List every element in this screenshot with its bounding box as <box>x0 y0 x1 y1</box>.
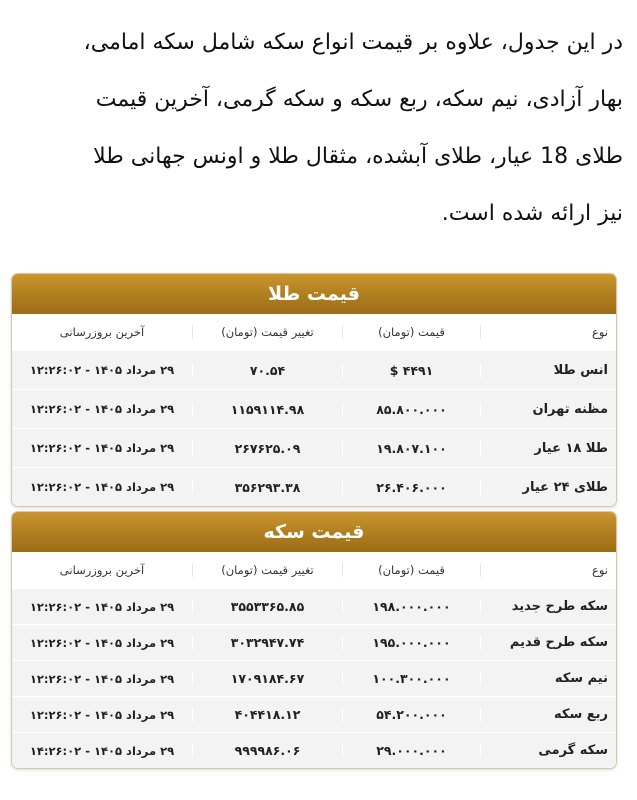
header-updated: آخرین بروزرسانی <box>12 563 193 577</box>
row-change: ۴۰۴۴۱۸.۱۲ <box>193 707 343 722</box>
table-header-row <box>12 552 616 589</box>
table-row <box>12 429 616 468</box>
row-price: ۱۹۵.۰۰۰.۰۰۰ <box>343 635 481 650</box>
row-change: ۳۵۶۲۹۳.۳۸ <box>193 480 343 495</box>
table-row <box>12 625 616 661</box>
row-name: طلای ۲۴ عیار <box>522 479 608 495</box>
row-name: سکه طرح جدید <box>511 599 608 614</box>
header-change: تغییر قیمت (تومان) <box>193 563 343 577</box>
row-name: طلا ۱۸ عیار <box>534 440 608 456</box>
row-change: ۱۱۵۹۱۱۴.۹۸ <box>193 402 343 417</box>
row-price: ۴۴۹۱ $ <box>343 363 481 378</box>
header-name: نوع <box>591 325 608 339</box>
row-price: ۵۴.۲۰۰.۰۰۰ <box>343 707 481 722</box>
table-row <box>12 661 616 697</box>
header-name: نوع <box>591 563 608 577</box>
row-price: ۲۹.۰۰۰.۰۰۰ <box>343 743 481 758</box>
row-updated: ۲۹ مرداد ۱۴۰۵ - ۱۲:۲۶:۰۲ <box>12 441 193 455</box>
row-change: ۳۵۵۳۳۶۵.۸۵ <box>193 599 343 614</box>
row-price: ۸۵.۸۰۰.۰۰۰ <box>343 402 481 417</box>
row-price: ۱۰۰.۳۰۰.۰۰۰ <box>343 671 481 686</box>
row-change: ۳۰۳۲۹۴۷.۷۴ <box>193 635 343 650</box>
table-row <box>12 733 616 768</box>
row-name: انس طلا <box>553 362 608 378</box>
row-name: مظنه تهران <box>532 401 608 417</box>
row-price: ۱۹.۸۰۷.۱۰۰ <box>343 441 481 456</box>
row-name: سکه گرمی <box>538 743 608 758</box>
header-price: قیمت (تومان) <box>343 325 481 339</box>
row-price: ۱۹۸.۰۰۰.۰۰۰ <box>343 599 481 614</box>
row-updated: ۲۹ مرداد ۱۴۰۵ - ۱۲:۲۶:۰۲ <box>12 672 193 686</box>
row-updated: ۲۹ مرداد ۱۴۰۵ - ۱۴:۲۶:۰۲ <box>12 744 193 758</box>
header-price: قیمت (تومان) <box>343 563 481 577</box>
gold-price-table <box>11 273 617 507</box>
row-price: ۲۶.۴۰۶.۰۰۰ <box>343 480 481 495</box>
intro-line: بهار آزادی، نیم سکه، ربع سکه و سکه گرمی، آخرین قیمت <box>95 87 623 112</box>
intro-line: در این جدول، علاوه بر قیمت انواع سکه شامل سکه امامی، <box>83 30 623 55</box>
row-change: ۹۹۹۹۸۶.۰۶ <box>193 743 343 758</box>
intro-line: طلای 18 عیار، طلای آبشده، مثقال طلا و اونس جهانی طلا <box>93 144 623 169</box>
row-updated: ۲۹ مرداد ۱۴۰۵ - ۱۲:۲۶:۰۲ <box>12 708 193 722</box>
row-updated: ۲۹ مرداد ۱۴۰۵ - ۱۲:۲۶:۰۲ <box>12 363 193 377</box>
table-row <box>12 697 616 733</box>
table-row <box>12 589 616 625</box>
row-name: سکه طرح قدیم <box>509 635 608 650</box>
row-updated: ۲۹ مرداد ۱۴۰۵ - ۱۲:۲۶:۰۲ <box>12 402 193 416</box>
row-change: ۲۶۷۶۲۵.۰۹ <box>193 441 343 456</box>
row-change: ۱۷۰۹۱۸۴.۶۷ <box>193 671 343 686</box>
row-updated: ۲۹ مرداد ۱۴۰۵ - ۱۲:۲۶:۰۲ <box>12 600 193 614</box>
gold-table-title: قیمت طلا <box>12 274 616 314</box>
row-updated: ۲۹ مرداد ۱۴۰۵ - ۱۲:۲۶:۰۲ <box>12 480 193 494</box>
table-row <box>12 468 616 506</box>
table-header-row <box>12 314 616 351</box>
row-name: نیم سکه <box>554 671 608 686</box>
table-row <box>12 351 616 390</box>
header-change: تغییر قیمت (تومان) <box>193 325 343 339</box>
row-updated: ۲۹ مرداد ۱۴۰۵ - ۱۲:۲۶:۰۲ <box>12 636 193 650</box>
intro-paragraph <box>14 14 623 242</box>
row-change: ۷۰.۵۴ <box>193 363 343 378</box>
table-row <box>12 390 616 429</box>
row-name: ربع سکه <box>554 707 608 722</box>
coin-price-table <box>11 511 617 769</box>
coin-table-title: قیمت سکه <box>12 512 616 552</box>
intro-line: نیز ارائه شده است. <box>441 201 623 226</box>
header-updated: آخرین بروزرسانی <box>12 325 193 339</box>
